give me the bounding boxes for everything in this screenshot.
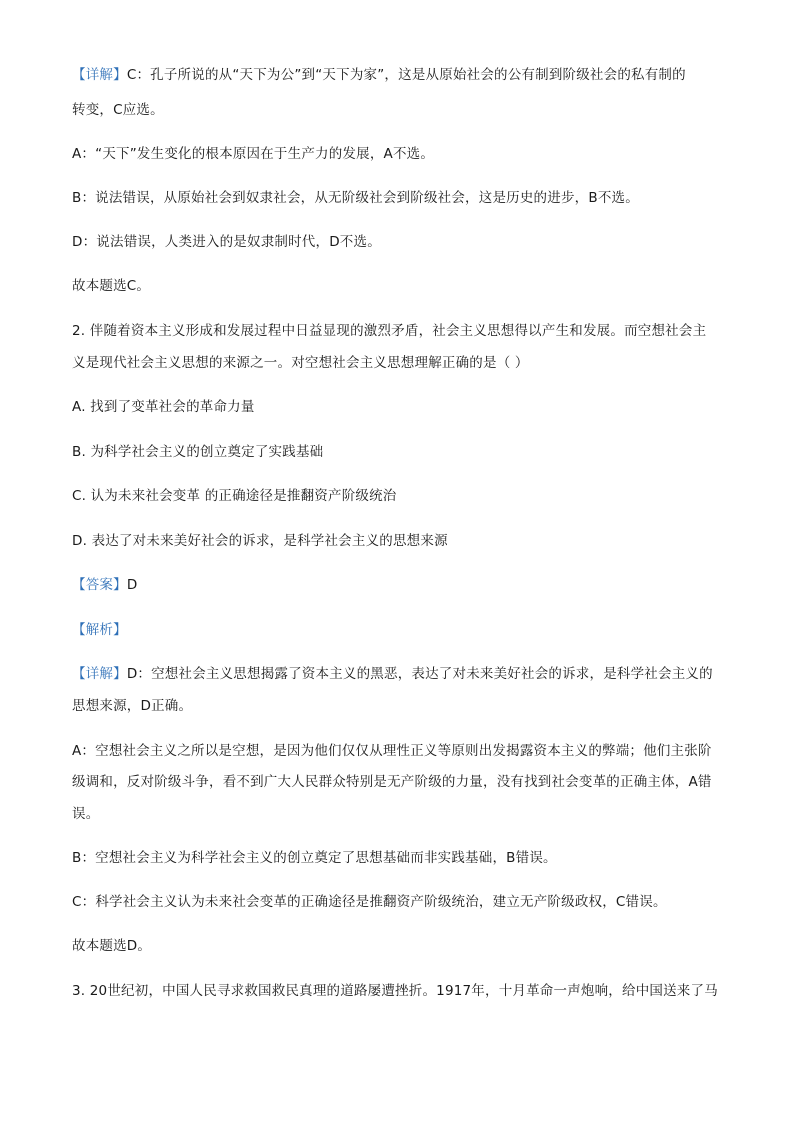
option-d-analysis: D：说法错误，人类进入的是奴隶制时代，D不选。 bbox=[72, 234, 381, 250]
analysis-line bbox=[72, 621, 732, 639]
option-a2-line-2: 级调和，反对阶级斗争，看不到广大人民群众特别是无产阶级的力量，没有找到社会变革的正确主体，A错 bbox=[72, 774, 712, 790]
conclusion-1: 故本题选C。 bbox=[72, 278, 151, 294]
choice-d: D. 表达了对未来美好社会的诉求，是科学社会主义的思想来源 bbox=[72, 533, 448, 549]
choice-b: B. 为科学社会主义的创立奠定了实践基础 bbox=[72, 444, 324, 460]
detail-line-2: 转变，C应选。 bbox=[72, 102, 164, 118]
option-a2-line-1: A：空想社会主义之所以是空想，是因为他们仅仅从理性正义等原则出发揭露资本主义的弊端；他们主张阶 bbox=[72, 743, 712, 759]
detail2-line-2: 思想来源，D正确。 bbox=[72, 698, 193, 714]
detail2-line-1: 【详解】D：空想社会主义思想揭露了资本主义的黑恶，表达了对未来美好社会的诉求，是科学社会主义的 bbox=[72, 666, 713, 682]
detail-tag: 【详解】 bbox=[72, 67, 127, 83]
option-a-analysis: A：“天下”发生变化的根本原因在于生产力的发展，A不选。 bbox=[72, 146, 435, 162]
question-3-line-1: 3. 20世纪初，中国人民寻求救国救民真理的道路屡遭挫折。1917年，十月革命一声炮响，给中国送来了马 bbox=[72, 983, 718, 999]
option-c2-analysis: C：科学社会主义认为未来社会变革的正确途径是推翻资产阶级统治，建立无产阶级政权，C错误。 bbox=[72, 894, 667, 910]
answer-line bbox=[72, 576, 732, 594]
choice-c: C. 认为未来社会变革 的正确途径是推翻资产阶级统治 bbox=[72, 488, 397, 504]
choice-a: A. 找到了变革社会的革命力量 bbox=[72, 399, 255, 415]
question-2-line-2: 义是现代社会主义思想的来源之一。对空想社会主义思想理解正确的是（ ） bbox=[72, 355, 529, 371]
option-b-analysis: B：说法错误，从原始社会到奴隶社会，从无阶级社会到阶级社会，这是历史的进步，B不选。 bbox=[72, 190, 639, 206]
question-2-line-1: 2. 伴随着资本主义形成和发展过程中日益显现的激烈矛盾，社会主义思想得以产生和发展。而空想社会主 bbox=[72, 323, 707, 339]
analysis-tag: 【解析】 bbox=[72, 622, 127, 638]
answer-value: D bbox=[126, 577, 138, 593]
option-a2-line-3: 误。 bbox=[72, 806, 100, 822]
detail-tag: 【详解】 bbox=[72, 666, 127, 682]
detail-line-1: 【详解】C：孔子所说的从“天下为公”到“天下为家”，这是从原始社会的公有制到阶级社会的私有制的 bbox=[72, 67, 686, 83]
option-b2-analysis: B：空想社会主义为科学社会主义的创立奠定了思想基础而非实践基础，B错误。 bbox=[72, 850, 557, 866]
answer-tag: 【答案】 bbox=[72, 577, 127, 593]
conclusion-2: 故本题选D。 bbox=[72, 938, 152, 954]
